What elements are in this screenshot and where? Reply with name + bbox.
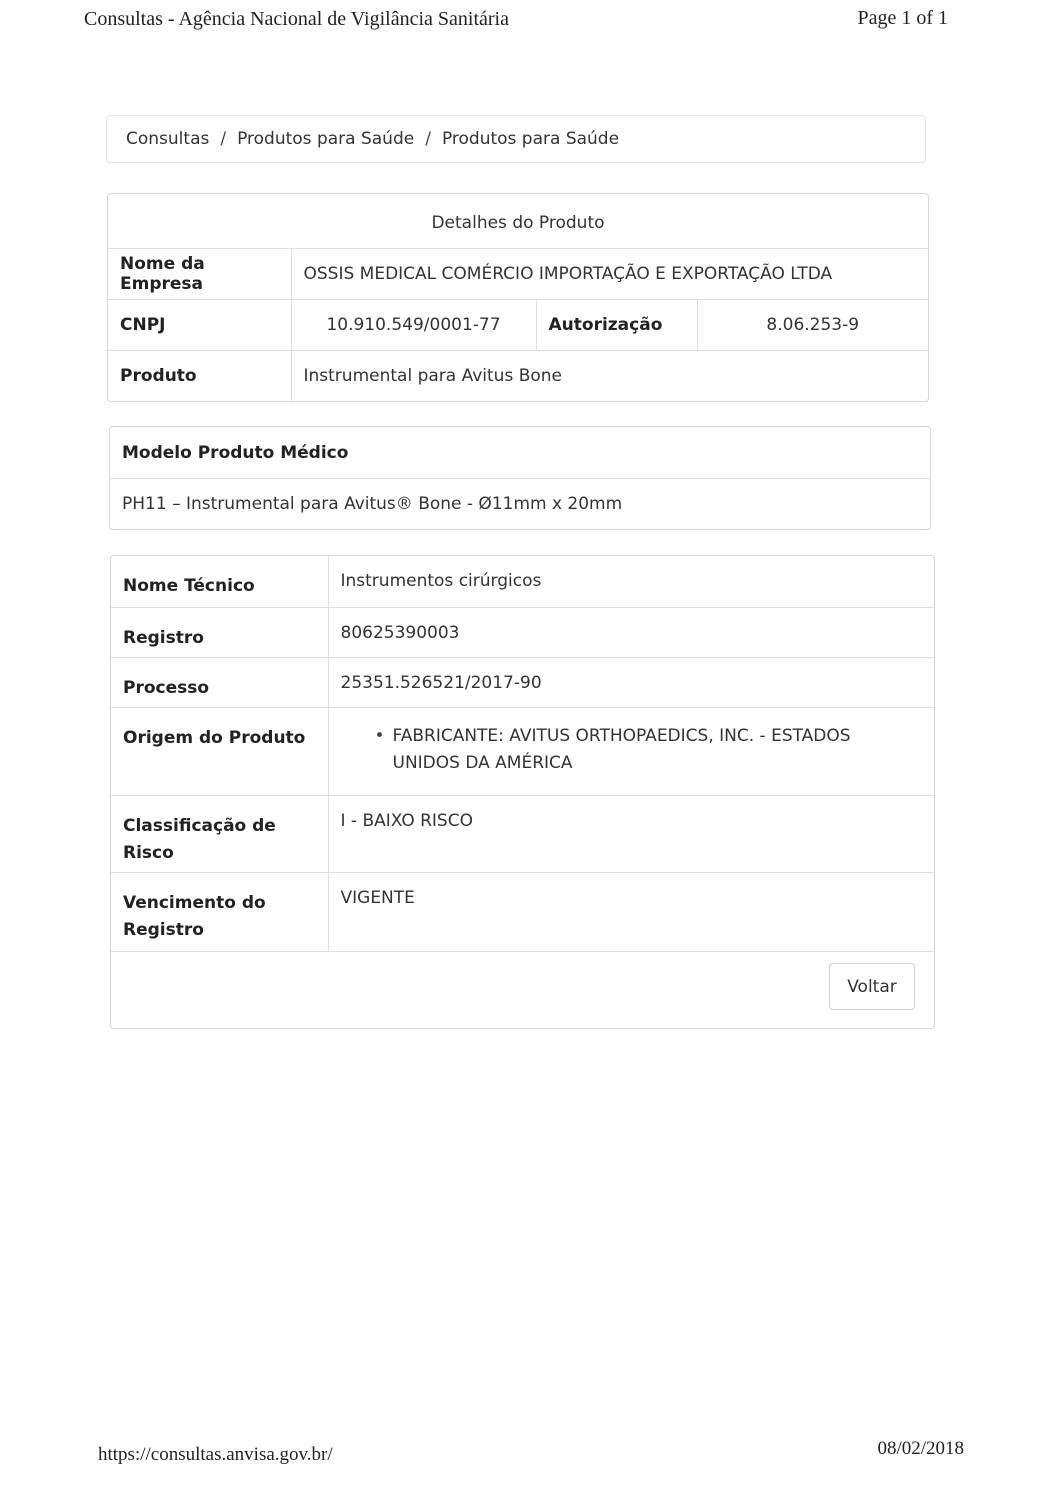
vencimento-label <box>111 872 328 951</box>
print-header-page: Page 1 of 1 <box>857 7 948 29</box>
print-footer-date: 08/02/2018 <box>877 1438 964 1459</box>
model-value: PH11 – Instrumental para Avitus® Bone - Ø11mm x 20mm <box>122 494 623 514</box>
registration-info-panel <box>110 555 935 1029</box>
classificacao-value: I - BAIXO RISCO <box>328 795 934 872</box>
product-details-panel <box>107 193 929 402</box>
voltar-button[interactable]: Voltar <box>829 963 915 1010</box>
model-panel <box>109 426 931 530</box>
cnpj-value: 10.910.549/0001-77 <box>291 299 536 350</box>
registro-value: 80625390003 <box>328 607 934 657</box>
table-row <box>111 607 934 657</box>
print-footer-url: https://consultas.anvisa.gov.br/ <box>98 1444 333 1465</box>
breadcrumb-separator: / <box>425 129 431 149</box>
origem-label: Origem do Produto <box>111 707 328 795</box>
product-details-table <box>108 194 928 401</box>
cnpj-label: CNPJ <box>108 299 291 350</box>
table-row <box>111 707 934 795</box>
classificacao-label-line: Risco <box>123 842 174 863</box>
empresa-label: Nome da Empresa <box>108 248 291 299</box>
panel-title: Detalhes do Produto <box>431 212 605 233</box>
breadcrumb-item-current: Produtos para Saúde <box>441 129 620 149</box>
origem-list <box>341 723 923 777</box>
classificacao-label-line: Classificação de <box>123 815 276 836</box>
breadcrumb-item-consultas[interactable]: Consultas <box>126 129 210 149</box>
table-row <box>111 657 934 707</box>
vencimento-label-line: Vencimento do <box>123 892 266 913</box>
breadcrumb <box>106 115 926 163</box>
classificacao-label <box>111 795 328 872</box>
nome-tecnico-label: Nome Técnico <box>123 576 255 596</box>
registro-label: Registro <box>111 607 328 657</box>
vencimento-label-line: Registro <box>123 919 204 940</box>
table-row <box>111 872 934 951</box>
print-header-title: Consultas - Agência Nacional de Vigilância Sanitária <box>84 8 509 30</box>
vencimento-value: VIGENTE <box>328 872 934 951</box>
breadcrumb-separator: / <box>220 129 227 149</box>
autorizacao-label: Autorização <box>536 299 697 350</box>
processo-value: 25351.526521/2017-90 <box>328 657 934 707</box>
origem-value <box>328 707 934 795</box>
list-item: • FABRICANTE: AVITUS ORTHOPAEDICS, INC. - ESTADOS UNIDOS DA AMÉRICA <box>393 723 923 777</box>
nome-tecnico-value: Instrumentos cirúrgicos <box>328 556 934 607</box>
produto-label: Produto <box>108 350 291 401</box>
table-row <box>111 795 934 872</box>
empresa-value: OSSIS MEDICAL COMÉRCIO IMPORTAÇÃO E EXPORTAÇÃO LTDA <box>291 248 928 299</box>
table-row <box>111 556 934 607</box>
table-row <box>108 248 928 299</box>
registration-info-table <box>111 556 934 951</box>
model-heading: Modelo Produto Médico <box>110 427 930 479</box>
autorizacao-value: 8.06.253-9 <box>697 299 928 350</box>
table-row <box>108 350 928 401</box>
breadcrumb-item-produtos-para-saude[interactable]: Produtos para Saúde <box>237 129 415 149</box>
processo-label: Processo <box>111 657 328 707</box>
panel-footer <box>111 951 934 1028</box>
produto-value: Instrumental para Avitus Bone <box>291 350 928 401</box>
table-row <box>108 299 928 350</box>
